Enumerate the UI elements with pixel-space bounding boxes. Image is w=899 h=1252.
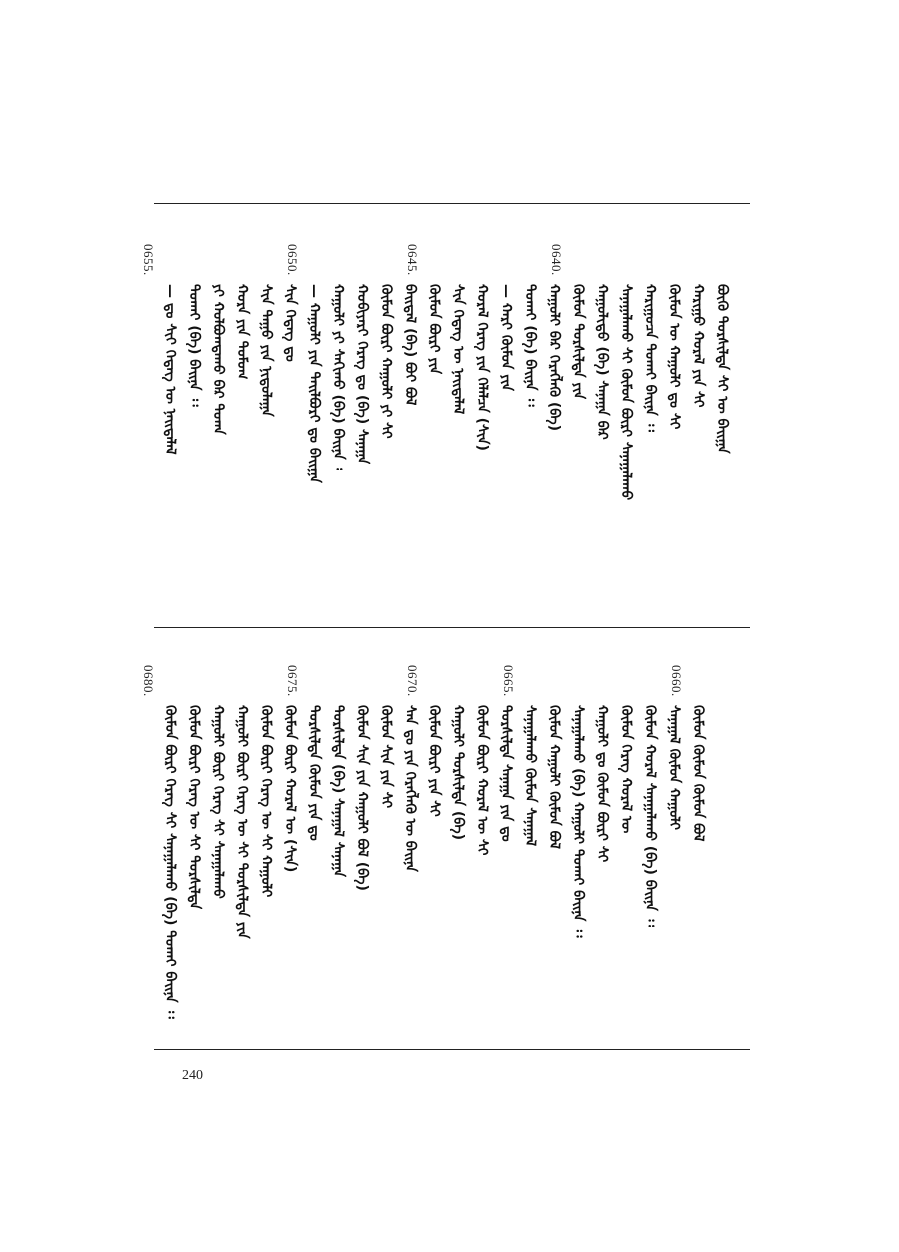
entry-number: 0670.: [405, 665, 420, 697]
text-line: ᠰᠠᠨᠠᠭᠠᠯᠠᠬᠤ (ᠪᠡ) ᠬᠠᠭᠤᠯᠢ ᠲᠤᠬᠠᠢ ᠪᠠᠢᠨᠠ ᠄᠄: [570, 705, 586, 938]
text-line: ᠬᠦᠮᠦᠨ ᠪᠦᠷᠢ ᠬᠤᠷᠠᠯ ᠦ ᠰᠢ: [474, 705, 490, 856]
text-line: — ᠳᠤ ᠰᠢᠢ ᠭᠡᠳᠡᠭ ᠦ ᠨᠡᠢᠲᠡᠯᠡᠯ: [162, 284, 178, 455]
text-line: ᠰᠢᠨ ᠭᠡᠳᠡᠭ ᠦ ᠨᠡᠢᠲᠡᠯᠡᠯ: [450, 284, 466, 415]
text-line: ᠬᠠᠭᠤᠯᠢ ᠶᠢ ᠰᠠᠬᠢᠬᠤ (ᠪᠡ) ᠪᠠᠢᠨᠠ ᠄: [330, 284, 346, 471]
entry-number: 0650.: [285, 244, 300, 276]
text-line: ᠬᠦᠮᠦᠨ ᠰᠢᠨ ᠶᠢᠨ ᠬᠠᠭᠤᠯᠢ ᠪᠤᠯ (ᠪᠡ): [354, 705, 370, 891]
entry-number: 0660.: [669, 665, 684, 697]
page-number: 240: [182, 1068, 203, 1083]
text-line: ᠰᠠᠨᠠᠭᠠᠯᠠᠬᠤ ᠰᠢ ᠬᠦᠮᠦᠨ ᠪᠦᠷᠢ ᠰᠠᠨᠠᠭᠠᠯᠠᠬᠤ: [618, 284, 634, 501]
text-line: ᠬᠠᠭᠤᠯᠢ ᠪᠦᠷᠢ ᠬᠡᠷᠡᠭ ᠰᠢ ᠰᠠᠨᠠᠭᠠᠯᠠᠬᠤ: [210, 705, 226, 899]
upper-text-block: [141, 244, 750, 624]
text-line: ᠬᠤᠷᠠ ᠶᠢᠨ ᠳᠤᠮᠤᠭ: [234, 284, 250, 380]
text-line: — ᠬᠠᠭᠤᠯᠢ ᠶᠢᠨ ᠲᠠᠢᠯᠪᠤᠷᠢ ᠳᠤ ᠪᠠᠢᠭᠠ: [306, 284, 322, 483]
entry-number: 0640.: [549, 244, 564, 276]
text-line: ᠬᠦᠮᠦᠨ ᠦ ᠬᠠᠭᠤᠯᠢ ᠳᠤ ᠰᠢ: [666, 284, 682, 430]
text-line: ᠪᠠᠢᠳᠠᠯ (ᠪᠡ) ᠪᠤᠢ ᠪᠤᠯ: [402, 284, 418, 406]
entry-number: 0675.: [285, 665, 300, 697]
text-line: ᠬᠦᠮᠦᠨ ᠬᠤᠷᠠᠯ ᠰᠠᠨᠠᠭᠠᠯᠠᠬᠤ (ᠪᠡ) ᠪᠠᠢᠨᠠ ᠄᠄: [642, 705, 658, 928]
text-line: ᠰᠢᠨ ᠭᠡᠳᠡᠭ ᠳᠤ: [282, 284, 298, 362]
text-line: ᠬᠠᠷᠢᠭᠤ ᠬᠤᠷᠠᠯ ᠶᠢᠨ ᠰᠢ: [690, 284, 706, 408]
entry-number: 0655.: [141, 244, 156, 276]
text-line: ᠲᠤᠷᠰᠢᠯᠲᠠ ᠬᠦᠮᠦᠨ ᠶᠢᠨ ᠳᠤ: [306, 705, 322, 841]
text-line: ᠲᠤᠷᠰᠢᠯᠲᠠ (ᠪᠡ) ᠰᠠᠨᠠᠭᠠᠯ ᠰᠠᠨᠠᠭᠠ: [330, 705, 346, 878]
upper-rule: [154, 203, 750, 204]
lower-text-block: [141, 665, 750, 1045]
text-line: ᠬᠦᠮᠦᠨ ᠲᠤᠷᠰᠢᠯᠲᠠ ᠶᠢᠨ: [570, 284, 586, 400]
middle-rule: [154, 627, 750, 628]
text-line: ᠬᠤᠷᠠᠯ ᠬᠡᠷᠡᠭ ᠶᠢᠨ ᠬᠡᠯᠡᠯᠴᠡ (ᠰᠢᠨ): [474, 284, 490, 451]
text-line: ᠰᠠᠨᠠᠭᠠᠯ ᠬᠦᠮᠦᠨ ᠬᠠᠭᠤᠯᠢ: [666, 705, 682, 830]
text-line: ᠲᠤᠬᠠᠢ (ᠪᠡ) ᠪᠠᠢᠨᠠ ᠄᠄: [186, 284, 202, 407]
text-line: ᠬᠦᠮᠦᠨ ᠪᠦᠷᠢ ᠶᠢᠨ ᠰᠢ: [426, 705, 442, 817]
text-line: ᠲᠤᠷᠰᠢᠯᠲᠠ ᠰᠠᠨᠠᠭᠠ ᠶᠢᠨ ᠳᠤ: [498, 705, 514, 842]
text-line: ᠬᠠᠭᠤᠯᠢ ᠳᠤ ᠬᠦᠮᠦᠨ ᠪᠦᠷᠢ ᠰᠢ: [594, 705, 610, 863]
text-line: ᠬᠠᠭᠤᠯᠢ ᠲᠤᠷᠰᠢᠯᠲᠠ (ᠪᠡ): [450, 705, 466, 841]
text-line: ᠬᠦᠮᠦᠨ ᠬᠠᠭᠤᠯᠢ ᠬᠦᠮᠦᠨ ᠪᠤᠯ: [546, 705, 562, 850]
text-line: ᠬᠠᠭᠤᠯᠢ ᠪᠦᠷᠢ ᠬᠡᠷᠡᠭ ᠦ ᠰᠢ ᠲᠤᠷᠰᠢᠯᠲᠠ ᠶᠢᠨ: [234, 705, 250, 939]
text-line: ᠲᠤᠬᠠᠢ (ᠪᠡ) ᠪᠠᠢᠨᠠ ᠄᠄: [522, 284, 538, 407]
text-line: ᠬᠦᠮᠦᠨ ᠪᠦᠷᠢ ᠬᠠᠭᠤᠯᠢ ᠶᠢ ᠰᠢ: [378, 284, 394, 439]
entry-number: 0665.: [501, 665, 516, 697]
text-line: ᠬᠠᠷᠢᠭᠤᠴᠠ ᠲᠤᠬᠠᠢ ᠪᠠᠢᠨᠠ ᠄᠄: [642, 284, 658, 432]
entry-number: 0645.: [405, 244, 420, 276]
text-line: ᠬᠦᠮᠦᠨ ᠬᠦᠮᠦᠨ ᠬᠦᠮᠦᠨ ᠪᠤᠯ: [690, 705, 706, 842]
text-line: — ᠬᠠᠷᠢ ᠬᠦᠮᠦᠨ ᠶᠢᠨ: [498, 284, 514, 392]
text-line: ᠬᠦᠮᠦᠨ ᠪᠦᠷᠢ ᠬᠡᠷᠡᠭ ᠦ ᠰᠢ ᠲᠤᠷᠰᠢᠯᠲᠠ: [186, 705, 202, 910]
entry-number: 0680.: [141, 665, 156, 697]
text-line: ᠬᠦᠮᠦᠨ ᠰᠢᠨ ᠶᠢᠨ ᠰᠢ: [378, 705, 394, 809]
text-line: ᠶᠢ ᠬᠤᠯᠪᠤᠭᠳᠠᠬᠤ ᠪᠠᠷ ᠲᠤᠬᠠ: [210, 284, 226, 435]
text-line: ᠰᠠᠨᠠᠭᠠᠯᠠᠬᠤ ᠬᠦᠮᠦᠨ ᠰᠠᠨᠠᠭᠠᠯ: [522, 705, 538, 847]
text-line: ᠬᠠᠭᠤᠯᠢ ᠪᠠᠷ ᠬᠡᠷᠡᠭᠯᠡᠬᠦ (ᠪᠡ): [546, 284, 562, 432]
lower-rule: [154, 1049, 750, 1050]
text-line: ᠬᠦᠮᠦᠨ ᠪᠦᠷᠢ ᠬᠡᠷᠡᠭ ᠰᠢ ᠰᠠᠨᠠᠭᠠᠯᠠᠬᠤ (ᠪᠡ) ᠲᠤᠬᠠᠢ ᠪᠠᠢᠨᠠ ᠄᠄: [162, 705, 178, 1019]
text-line: ᠰᠢᠨ ᠳᠠᠭᠤ ᠶᠢᠨ ᠨᠢᠲᠤᠯᠠᠭᠠ: [258, 284, 274, 417]
text-line: ᠬᠦᠮᠦᠨ ᠪᠦᠷᠢ ᠶᠢᠨ: [426, 284, 442, 375]
text-line: ᠰᠠᠨ ᠳᠤ ᠶᠢᠨ ᠬᠡᠷᠡᠭᠯᠡᠬᠦ ᠦ ᠪᠠᠢᠨᠠ: [402, 705, 418, 873]
text-line: ᠬᠦᠮᠦᠨ ᠬᠡᠷᠡᠭ ᠬᠤᠷᠠᠯ ᠦ: [618, 705, 634, 834]
text-line: ᠬᠠᠭᠤᠯᠢᠳᠤ (ᠪᠡ) ᠰᠠᠨᠠᠭᠠ ᠪᠠᠷ: [594, 284, 610, 440]
text-line: ᠬᠦᠮᠦᠨ ᠪᠦᠷᠢ ᠬᠡᠷᠡᠭ ᠦ ᠰᠢ ᠬᠠᠭᠤᠯᠢ: [258, 705, 274, 898]
text-line: ᠬᠦᠮᠦᠨ ᠪᠦᠷᠢ ᠬᠤᠷᠠᠯ ᠦ (ᠰᠢᠨ): [282, 705, 298, 873]
text-line: ᠬᠤᠪᠢᠶᠠᠷᠢ ᠬᠡᠷᠡᠭ ᠳᠤ (ᠪᠡ) ᠰᠠᠨᠠᠭᠠ: [354, 284, 370, 465]
text-line: ᠪᠦᠬᠦ ᠲᠤᠷᠰᠢᠯᠲᠠ ᠰᠢ ᠦ ᠪᠠᠢᠭᠠ: [714, 284, 730, 454]
